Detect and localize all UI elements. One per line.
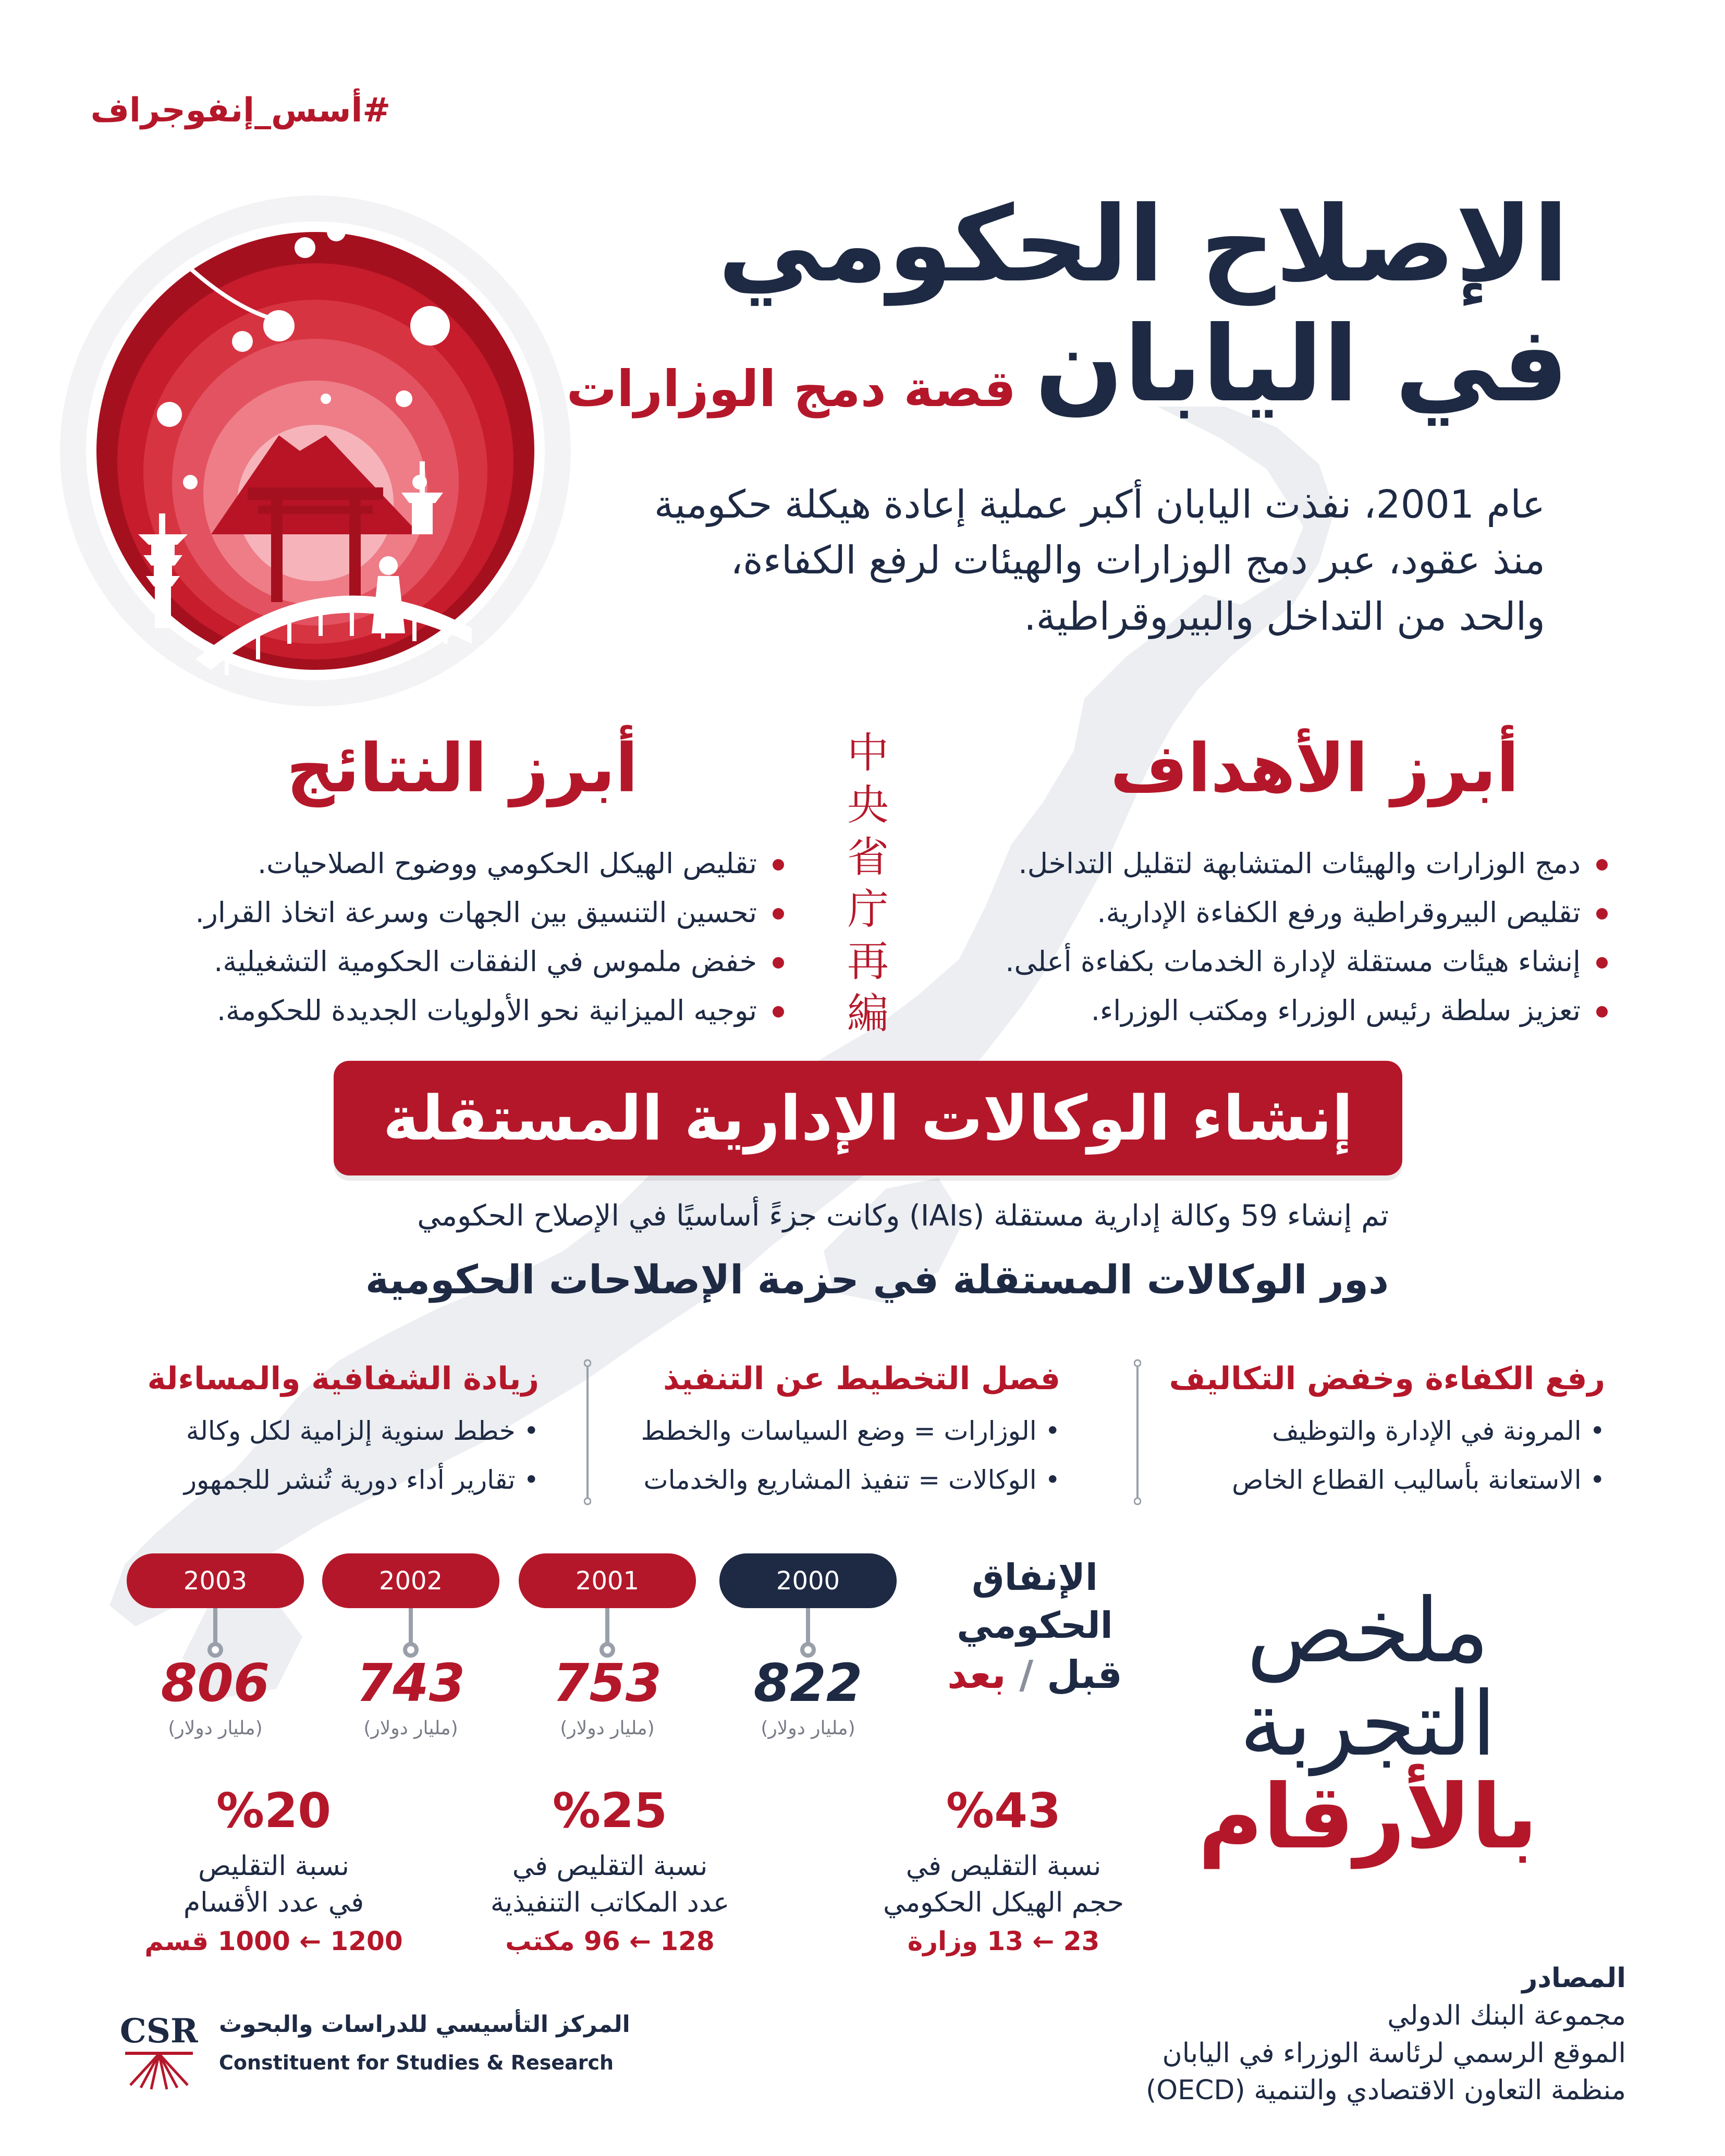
kanji-char: 庁 (847, 885, 889, 934)
column-divider (1134, 1358, 1141, 1506)
stat-desc-line: نسبة التقليص (198, 1851, 349, 1882)
list-item: إنشاء هيئات مستقلة لإدارة الخدمات بكفاءة أعلى. (1013, 937, 1613, 986)
stat-desc-line: نسبة التقليص في (512, 1851, 708, 1882)
year-pill: 2001 (519, 1553, 696, 1608)
list-item: توجيه الميزانية نحو الأولويات الجديدة للحكومة. (112, 986, 789, 1035)
list-item: تحسين التنسيق بين الجهات وسرعة اتخاذ القرار. (112, 888, 789, 937)
list-item: تقليص البيروقراطية ورفع الكفاءة الإدارية. (1013, 888, 1613, 937)
goals-title: أبرز الأهداف (1110, 730, 1519, 807)
sources-title: المصادر (1522, 1963, 1626, 1994)
year-pill: 2003 (127, 1553, 304, 1608)
source-item: الموقع الرسمي لرئاسة الوزراء في اليابان (1162, 2037, 1626, 2069)
role-item: • تقارير أداء دورية تُنشر للجمهور (164, 1465, 539, 1495)
stat-description (858, 1848, 1149, 1921)
kanji-char: 再 (847, 937, 889, 986)
stat-range: 1200 ← 1000 قسم (144, 1926, 403, 1957)
stat-desc-line: في عدد الأقسام (183, 1887, 364, 1919)
results-title: أبرز النتائج (286, 730, 638, 807)
logo-english-name: Constituent for Studies & Research (219, 2051, 614, 2074)
kanji-char: 中 (847, 729, 889, 777)
stat-percent: %25 (552, 1783, 668, 1839)
stat-block (464, 1783, 756, 1956)
japan-paper-art-illustration (55, 190, 576, 712)
stat-description (128, 1848, 420, 1921)
sources (1146, 1960, 1626, 2110)
stat-desc-line: نسبة التقليص في (906, 1851, 1102, 1882)
spending-unit: (مليار دولار) (363, 1718, 458, 1739)
banner-description: تم إنشاء 59 وكالة إدارية مستقلة (IAIs) وكانت جزءً أساسيًا في الإصلاح الحكومي (417, 1199, 1389, 1233)
logo-letters: CSR (120, 2012, 198, 2051)
list-item: خفض ملموس في النفقات الحكومية التشغيلية. (112, 937, 789, 986)
role-item: • خطط سنوية إلزامية لكل وكالة (164, 1416, 539, 1446)
role-title: رفع الكفاءة وخفض التكاليف (1169, 1361, 1605, 1397)
csr-logo-mark (120, 2002, 198, 2090)
spending-unit: (مليار دولار) (560, 1718, 655, 1739)
summary-line: ملخص (1246, 1579, 1489, 1683)
kanji-char: 央 (847, 781, 889, 829)
summary-line: بالأرقام (1198, 1766, 1538, 1869)
role-item: • الوزارات = وضع السياسات والخطط (685, 1416, 1060, 1446)
role-title: زيادة الشفافية والمساءلة (147, 1361, 539, 1397)
stat-desc-line: حجم الهيكل الحكومي (883, 1887, 1124, 1919)
stat-range: 23 ← 13 وزارة (907, 1926, 1100, 1957)
spending-label (925, 1553, 1144, 1700)
source-item: منظمة التعاون الاقتصادي والتنمية (OECD) (1145, 2075, 1626, 2106)
stat-desc-line: عدد المكاتب التنفيذية (490, 1887, 730, 1919)
banner-title: إنشاء الوكالات الإدارية المستقلة (383, 1082, 1353, 1154)
role-item: • الوكالات = تنفيذ المشاريع والخدمات (685, 1465, 1060, 1495)
page-title-line2: في اليابان (1034, 304, 1569, 425)
spending-label-line: الحكومي (957, 1604, 1113, 1647)
stat-range: 128 ← 96 مكتب (505, 1926, 715, 1957)
role-item: • المرونة في الإدارة والتوظيف (1230, 1416, 1605, 1446)
stat-description (464, 1848, 756, 1921)
stat-block (128, 1783, 420, 1956)
after-label: بعد (947, 1652, 1006, 1697)
spending-value: 806 (161, 1652, 270, 1713)
spending-unit: (مليار دولار) (761, 1718, 855, 1739)
role-item: • الاستعانة بأساليب القطاع الخاص (1230, 1465, 1605, 1495)
stat-block (858, 1783, 1149, 1956)
spending-unit: (مليار دولار) (168, 1718, 263, 1739)
results-list (112, 839, 789, 1035)
spending-label-line: الإنفاق (972, 1556, 1098, 1599)
intro-paragraph: عام 2001، نفذت اليابان أكبر عملية إعادة هيكلة حكومية منذ عقود، عبر دمج الوزارات والهيئات لرفع الكفاءة، والحد من التداخل والبيروقراطية. (654, 482, 1545, 639)
list-item: تقليص الهيكل الحكومي ووضوح الصلاحيات. (112, 839, 789, 888)
roles-title: دور الوكالات المستقلة في حزمة الإصلاحات الحكومية (365, 1256, 1389, 1303)
summary-title (1185, 1579, 1550, 1869)
list-item: دمج الوزارات والهيئات المتشابهة لتقليل التداخل. (1013, 839, 1613, 888)
stat-percent: %20 (216, 1783, 332, 1839)
spending-value: 822 (753, 1652, 863, 1713)
page-title-line1: الإصلاح الحكومي (717, 184, 1569, 305)
csr-logo (120, 2002, 630, 2090)
logo-arabic-name: المركز التأسيسي للدراسات والبحوث (219, 2011, 630, 2038)
before-label: قبل (1047, 1652, 1122, 1697)
list-item: تعزيز سلطة رئيس الوزراء ومكتب الوزراء. (1013, 986, 1613, 1035)
source-item: مجموعة البنك الدولي (1387, 2000, 1626, 2031)
goals-list (1005, 839, 1613, 1035)
separator: / (1019, 1652, 1034, 1697)
kanji-char: 省 (847, 833, 889, 881)
year-pill: 2000 (719, 1553, 897, 1608)
kanji-char: 編 (847, 989, 889, 1038)
spending-value: 743 (356, 1652, 466, 1713)
page-subtitle: قصة دمج الوزارات (566, 360, 1016, 418)
spending-value: 753 (553, 1652, 662, 1713)
role-column (147, 1361, 539, 1495)
kanji-vertical-text (839, 727, 897, 1040)
before-after-label (925, 1650, 1144, 1701)
stat-percent: %43 (946, 1783, 1061, 1839)
summary-line: التجربة (1239, 1672, 1497, 1776)
agencies-banner (334, 1061, 1402, 1175)
year-pill: 2002 (322, 1553, 499, 1608)
role-column (1169, 1361, 1605, 1495)
column-divider (584, 1358, 591, 1506)
role-column (641, 1361, 1060, 1495)
hashtag: #أسس_إنفوجراف (90, 91, 390, 130)
role-title: فصل التخطيط عن التنفيذ (663, 1361, 1060, 1397)
